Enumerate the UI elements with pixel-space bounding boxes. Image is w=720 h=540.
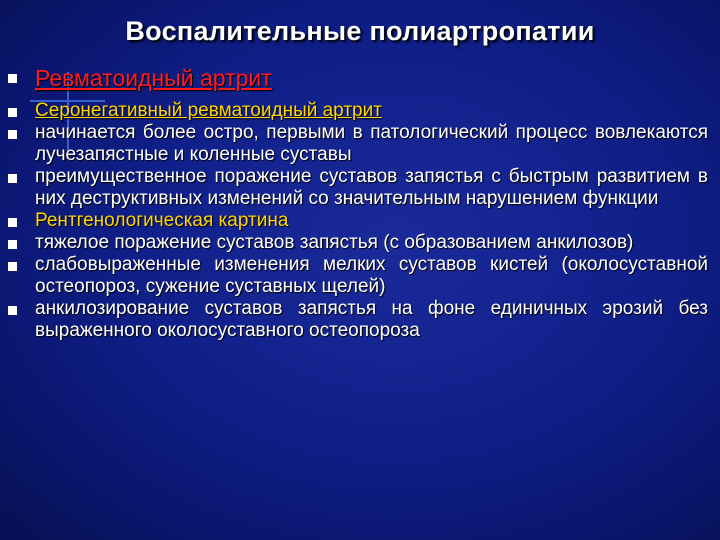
list-item [8,64,708,92]
square-bullet-icon [8,262,17,271]
list-item [8,210,708,232]
item-text: преимущественное поражение суставов запястья с быстрым развитием в них деструктивных изменений со значительным нарушением функции [35,166,708,209]
item-text: начинается более остро, первыми в патологический процесс вовлекаются лучезапястные и коленные суставы [35,122,708,165]
list-item [8,166,708,210]
list-item [8,232,708,254]
item-text: Рентгенологическая картина [35,210,289,231]
list-item [8,298,708,342]
list-item [8,122,708,166]
item-text: Серонегативный ревматоидный артрит [35,100,382,121]
item-text: Ревматоидный артрит [35,65,272,91]
item-text: тяжелое поражение суставов запястья (с образованием анкилозов) [35,232,634,253]
list-item [8,254,708,298]
square-bullet-icon [8,240,17,249]
square-bullet-icon [8,130,17,139]
item-text: слабовыраженные изменения мелких суставов кистей (околосуставной остеопороз, сужение суставных щелей) [35,254,708,297]
square-bullet-icon [8,174,17,183]
square-bullet-icon [8,74,17,83]
slide-title: Воспалительные полиартропатии [125,16,595,46]
list-item [8,100,708,122]
square-bullet-icon [8,218,17,227]
bullet-list [8,64,708,342]
square-bullet-icon [8,306,17,315]
square-bullet-icon [8,108,17,117]
item-text: анкилозирование суставов запястья на фоне единичных эрозий без выраженного околосуставного остеопороза [35,298,708,341]
